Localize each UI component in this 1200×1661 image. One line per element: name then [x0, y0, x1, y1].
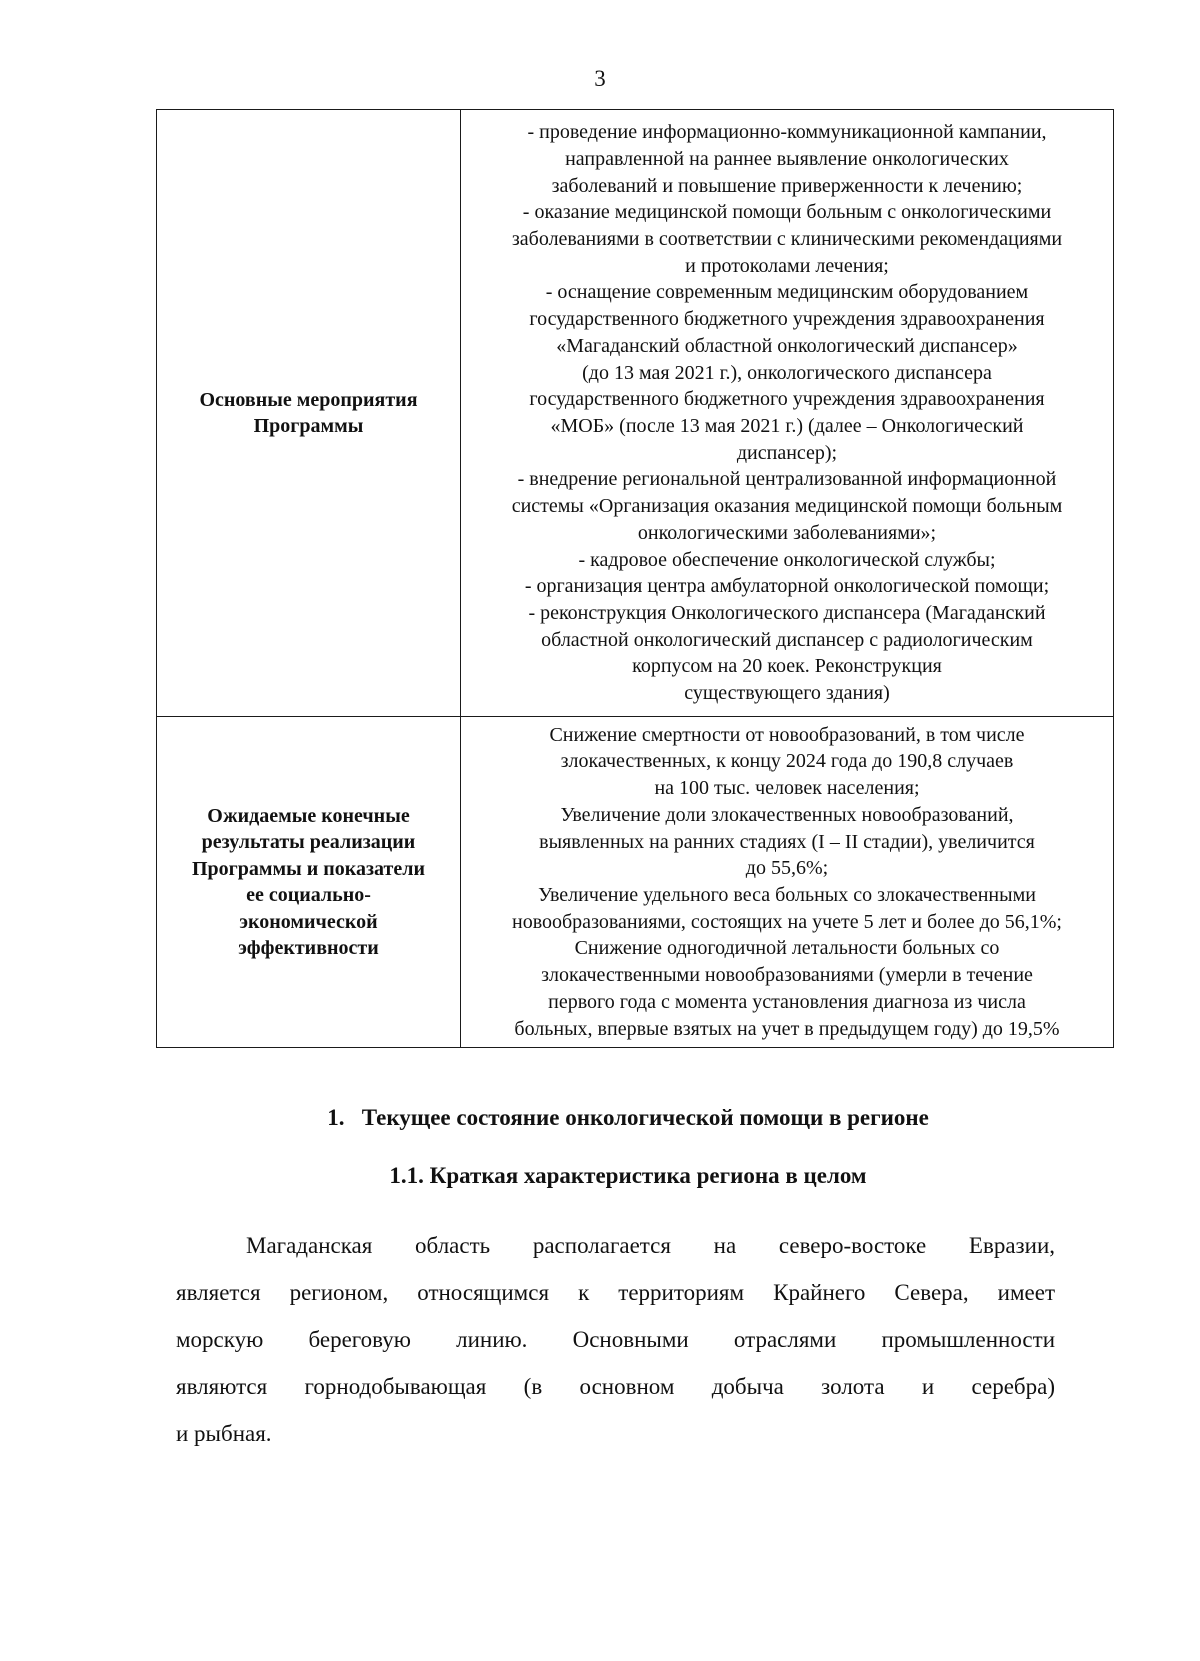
- activities-line: областной онкологический диспансер с радиологическим: [541, 628, 1033, 651]
- activities-line: направленной на раннее выявление онкологических: [565, 147, 1009, 170]
- paragraph-line: является регионом, относящимся к территориям Крайнего Севера, имеет: [176, 1280, 1055, 1305]
- paragraph-line: и рыбная.: [176, 1421, 272, 1446]
- table-row-results: [157, 717, 1114, 1048]
- activities-line: государственного бюджетного учреждения здравоохранения: [529, 308, 1045, 331]
- results-label-line: экономической: [239, 910, 378, 933]
- activities-line: онкологическими заболеваниями»;: [637, 521, 937, 544]
- results-line: Снижение смертности от новообразований, в том числе: [549, 723, 1025, 746]
- activities-line: - оснащение современным медицинским оборудованием: [545, 281, 1029, 304]
- activities-line: - организация центра амбулаторной онкологической помощи;: [524, 575, 1050, 598]
- activities-line: - реконструкция Онкологического диспансера (Магаданский: [528, 601, 1046, 624]
- results-label-line: результаты реализации: [201, 831, 416, 853]
- results-label-line: эффективности: [238, 937, 379, 959]
- paragraph-line: Магаданская область располагается на северо-востоке Евразии,: [246, 1233, 1055, 1258]
- activities-line: - проведение информационно-коммуникационной кампании,: [527, 121, 1047, 144]
- paragraph-line: морскую береговую линию. Основными отраслями промышленности: [176, 1327, 1055, 1352]
- activities-line: государственного бюджетного учреждения здравоохранения: [529, 388, 1045, 411]
- activities-line: и протоколами лечения;: [685, 254, 889, 277]
- results-line: первого года с момента установления диагноза из числа: [548, 990, 1026, 1013]
- activities-line: диспансер);: [736, 441, 838, 464]
- activities-label-line: Основные мероприятия: [199, 388, 418, 411]
- results-line: выявленных на ранних стадиях (I – II стадии), увеличится: [539, 830, 1035, 853]
- results-line: больных, впервые взятых на учет в предыдущем году) до 19,5%: [514, 1017, 1060, 1040]
- results-line: до 55,6%;: [745, 857, 829, 880]
- program-passport-table: [156, 109, 1114, 1048]
- activities-line: - внедрение региональной централизованной информационной: [517, 468, 1057, 491]
- activities-line: заболеваниями в соответствии с клиническими рекомендациями: [511, 228, 1063, 251]
- activities-label-line: Программы: [253, 415, 364, 437]
- activities-line: - кадровое обеспечение онкологической службы;: [578, 548, 996, 571]
- results-label-line: Ожидаемые конечные: [207, 804, 410, 827]
- activities-value-cell: [461, 110, 1114, 717]
- paragraph-line: являются горнодобывающая (в основном добыча золота и серебра): [176, 1374, 1055, 1399]
- activities-line: «МОБ» (после 13 мая 2021 г.) (далее – Онкологический: [550, 415, 1024, 437]
- results-line: новообразованиями, состоящих на учете 5 лет и более до 56,1%;: [512, 910, 1062, 933]
- activities-line: существующего здания): [684, 682, 890, 705]
- results-line: злокачественных, к концу 2024 года до 190,8 случаев: [560, 750, 1014, 773]
- activities-line: заболеваний и повышение приверженности к лечению;: [551, 174, 1023, 197]
- section-1-heading: 1. Текущее состояние онкологической помощи в регионе: [327, 1105, 929, 1130]
- activities-line: (до 13 мая 2021 г.), онкологического диспансера: [582, 361, 992, 384]
- results-line: злокачественными новообразованиями (умерли в течение: [541, 964, 1033, 987]
- results-line: Снижение одногодичной летальности больных со: [574, 937, 1000, 960]
- activities-line: корпусом на 20 коек. Реконструкция: [632, 655, 942, 678]
- section-1-1-heading: 1.1. Краткая характеристика региона в целом: [389, 1163, 867, 1188]
- activities-label-cell: [157, 110, 461, 717]
- region-description-paragraph: [176, 1222, 1055, 1457]
- results-label-line: Программы и показатели: [192, 857, 425, 880]
- results-label-line: ее социально-: [246, 884, 371, 906]
- page-number: 3: [594, 66, 606, 91]
- results-line: на 100 тыс. человек населения;: [654, 777, 920, 800]
- activities-line: «Магаданский областной онкологический диспансер»: [556, 334, 1018, 357]
- activities-line: системы «Организация оказания медицинской помощи больным: [511, 495, 1063, 518]
- results-value-cell: [461, 717, 1114, 1048]
- results-line: Увеличение удельного веса больных со злокачественными: [538, 884, 1036, 906]
- activities-line: - оказание медицинской помощи больным с онкологическими: [522, 201, 1052, 224]
- table-row-activities: [157, 110, 1114, 717]
- results-line: Увеличение доли злокачественных новообразований,: [560, 803, 1014, 826]
- results-label-cell: [157, 717, 461, 1048]
